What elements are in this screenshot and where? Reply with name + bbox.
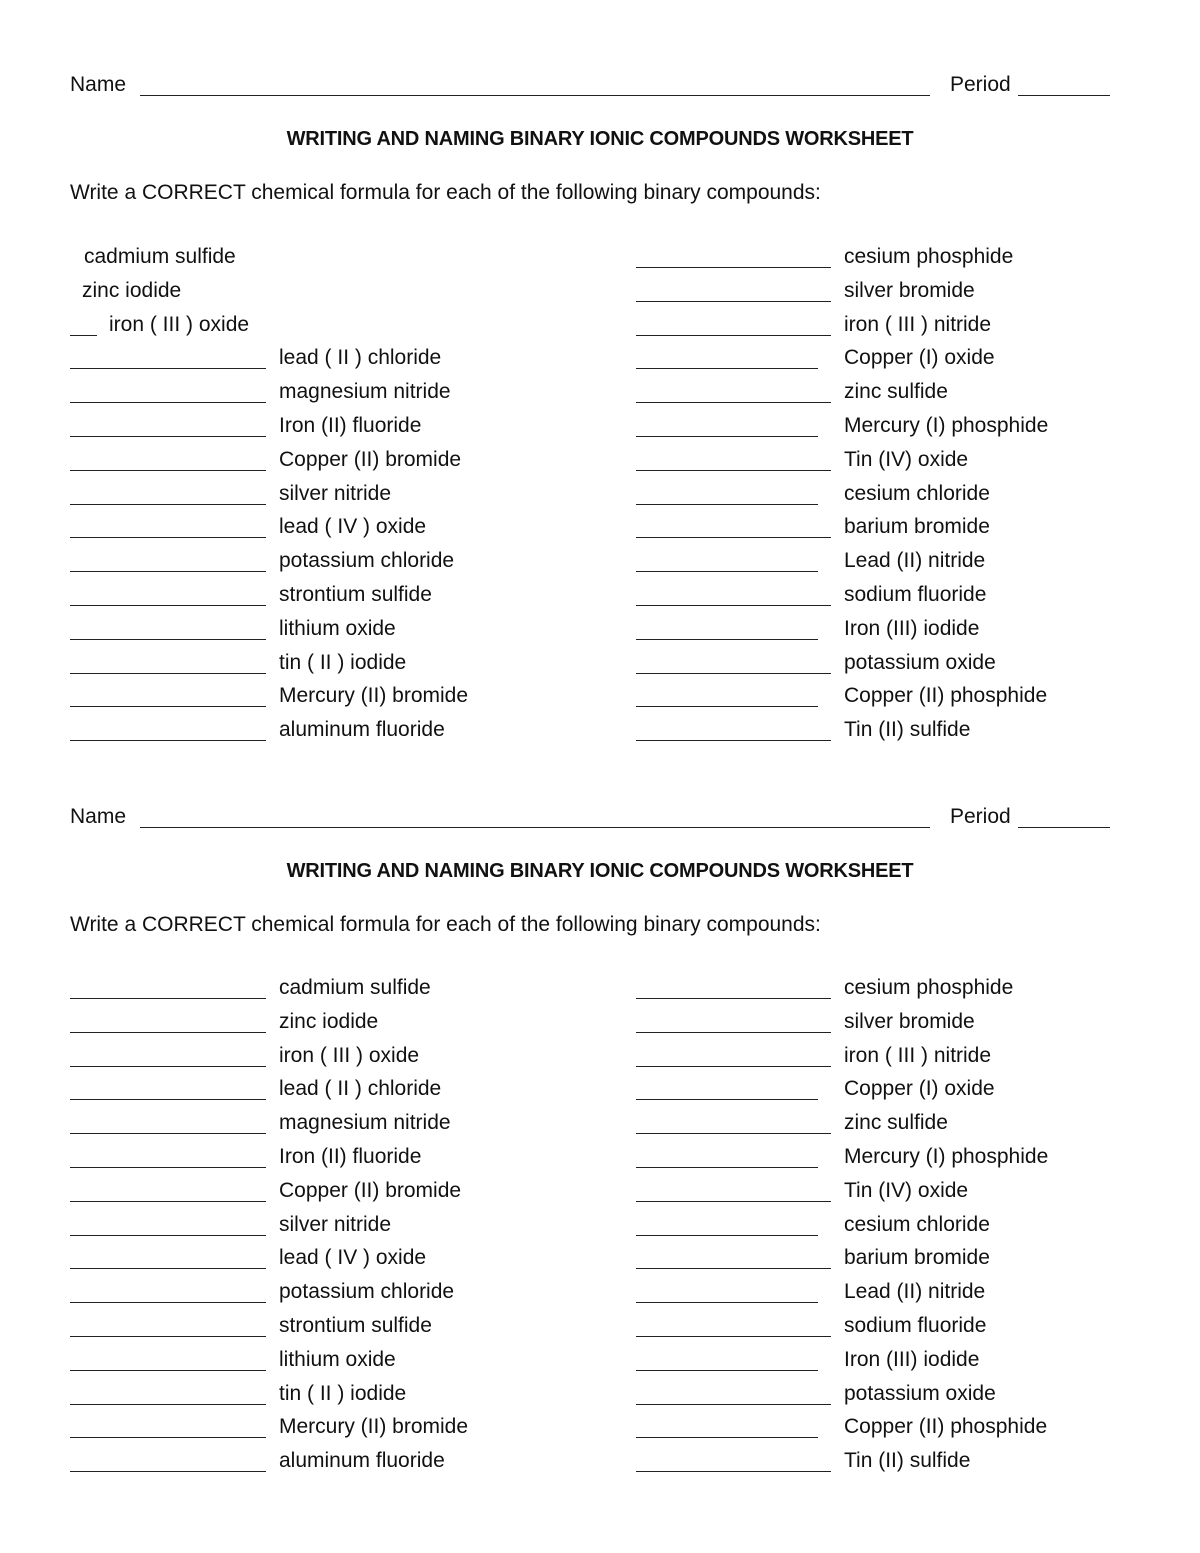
compound-name: Mercury (I) phosphide — [844, 414, 1049, 437]
compound-name: zinc iodide — [279, 1009, 379, 1033]
name-period-header-2 — [70, 805, 1110, 835]
compound-row — [0, 414, 1200, 448]
compound-name: iron ( III ) oxide — [109, 312, 250, 336]
answer-blank[interactable] — [636, 1471, 831, 1472]
compound-name: cadmium sulfide — [279, 976, 431, 999]
name-period-header-1 — [70, 73, 1110, 103]
answer-blank[interactable] — [636, 605, 831, 606]
compound-row — [0, 684, 1200, 718]
period-label: Period — [950, 73, 1011, 96]
compound-row — [0, 482, 1200, 516]
compound-name: silver bromide — [844, 278, 975, 302]
compound-name: iron ( III ) nitride — [844, 1043, 992, 1067]
compound-row — [0, 976, 1200, 1010]
compound-name: lead ( IV ) oxide — [279, 515, 427, 539]
compound-row — [0, 380, 1200, 414]
compound-name: Iron (II) fluoride — [279, 414, 422, 437]
answer-blank[interactable] — [636, 335, 831, 336]
period-blank[interactable] — [1018, 827, 1110, 828]
compound-name: Tin (IV) oxide — [844, 1178, 969, 1202]
answer-blank[interactable] — [70, 998, 266, 999]
answer-blank[interactable] — [70, 368, 266, 369]
compound-name: lead ( II ) chloride — [279, 346, 442, 370]
answer-blank[interactable] — [70, 1099, 266, 1100]
compound-row — [0, 1111, 1200, 1145]
answer-blank[interactable] — [70, 335, 97, 336]
answer-blank[interactable] — [636, 740, 831, 741]
answer-blank[interactable] — [636, 1167, 818, 1168]
compound-row — [0, 448, 1200, 482]
compound-name: Copper (II) phosphide — [844, 1415, 1048, 1439]
answer-blank[interactable] — [636, 1437, 818, 1438]
answer-blank[interactable] — [70, 1268, 266, 1269]
compound-row — [0, 245, 1200, 279]
answer-blank[interactable] — [70, 436, 266, 437]
compound-row — [0, 346, 1200, 380]
compound-row — [0, 1179, 1200, 1213]
answer-blank[interactable] — [70, 1437, 266, 1438]
compound-name: Tin (II) sulfide — [844, 1449, 971, 1473]
compound-row — [0, 1145, 1200, 1179]
answer-blank[interactable] — [636, 470, 831, 471]
answer-blank[interactable] — [70, 673, 266, 674]
compound-name: iron ( III ) nitride — [844, 312, 992, 336]
answer-blank[interactable] — [636, 571, 818, 572]
compound-name: lead ( II ) chloride — [279, 1077, 442, 1101]
answer-blank[interactable] — [636, 998, 831, 999]
compound-name: iron ( III ) oxide — [279, 1043, 420, 1067]
answer-blank[interactable] — [636, 301, 831, 302]
compound-name: Tin (IV) oxide — [844, 447, 969, 471]
compound-name: tin ( II ) iodide — [279, 650, 407, 674]
answer-blank[interactable] — [70, 571, 266, 572]
answer-blank[interactable] — [70, 1370, 266, 1371]
compound-name: potassium chloride — [279, 1280, 455, 1304]
compound-row — [0, 1077, 1200, 1111]
answer-blank[interactable] — [70, 1032, 266, 1033]
compound-name: barium bromide — [844, 1246, 990, 1270]
compound-name: magnesium nitride — [279, 1111, 451, 1135]
answer-blank[interactable] — [70, 1471, 266, 1472]
compound-name: tin ( II ) iodide — [279, 1381, 407, 1405]
compound-name: cesium chloride — [844, 481, 990, 505]
answer-blank[interactable] — [636, 1235, 818, 1236]
compound-name: lithium oxide — [279, 1347, 396, 1371]
compound-name: Iron (III) iodide — [844, 616, 980, 640]
answer-blank[interactable] — [636, 1404, 831, 1405]
compound-row — [0, 1044, 1200, 1078]
answer-blank[interactable] — [636, 639, 818, 640]
instructions: Write a CORRECT chemical formula for each of the following binary compounds: — [70, 181, 821, 204]
answer-blank[interactable] — [70, 402, 266, 403]
answer-blank[interactable] — [70, 1201, 266, 1202]
compound-name: Copper (I) oxide — [844, 1077, 995, 1101]
name-label: Name — [70, 805, 127, 828]
compound-name: zinc sulfide — [844, 1111, 948, 1135]
answer-blank[interactable] — [70, 537, 266, 538]
compound-name: sodium fluoride — [844, 583, 987, 606]
answer-blank[interactable] — [636, 1032, 831, 1033]
answer-blank[interactable] — [70, 504, 266, 505]
compound-name: Lead (II) nitride — [844, 549, 986, 573]
answer-blank[interactable] — [70, 1404, 266, 1405]
answer-blank[interactable] — [70, 1066, 266, 1067]
answer-blank[interactable] — [70, 1167, 266, 1168]
answer-blank[interactable] — [636, 504, 818, 505]
compound-name: lead ( IV ) oxide — [279, 1246, 427, 1270]
compound-row — [0, 1415, 1200, 1449]
compound-row — [0, 279, 1200, 313]
compound-row — [0, 617, 1200, 651]
compound-name: silver bromide — [844, 1009, 975, 1033]
compound-row — [0, 1010, 1200, 1044]
answer-blank[interactable] — [636, 1066, 831, 1067]
compound-name: Mercury (I) phosphide — [844, 1145, 1049, 1168]
compound-name: silver nitride — [279, 481, 392, 505]
answer-blank[interactable] — [636, 1268, 831, 1269]
answer-blank[interactable] — [636, 267, 831, 268]
compound-row — [0, 718, 1200, 752]
answer-blank[interactable] — [636, 1201, 831, 1202]
answer-blank[interactable] — [636, 1099, 818, 1100]
answer-blank[interactable] — [70, 1133, 266, 1134]
period-blank[interactable] — [1018, 95, 1110, 96]
answer-blank[interactable] — [70, 706, 266, 707]
compound-row — [0, 1246, 1200, 1280]
answer-blank[interactable] — [70, 639, 266, 640]
answer-blank[interactable] — [70, 1336, 266, 1337]
answer-blank[interactable] — [636, 1133, 831, 1134]
answer-blank[interactable] — [636, 368, 818, 369]
compound-name: barium bromide — [844, 515, 990, 539]
period-label: Period — [950, 805, 1011, 828]
compound-name: cesium chloride — [844, 1212, 990, 1236]
compound-name: zinc iodide — [82, 278, 182, 302]
compound-name: Copper (II) bromide — [279, 447, 462, 471]
compound-row — [0, 1213, 1200, 1247]
compound-row — [0, 313, 1200, 347]
answer-blank[interactable] — [636, 402, 831, 403]
compound-row — [0, 515, 1200, 549]
compound-name: Copper (II) bromide — [279, 1178, 462, 1202]
compound-name: Mercury (II) bromide — [279, 684, 469, 708]
compound-name: zinc sulfide — [844, 380, 948, 404]
answer-blank[interactable] — [636, 436, 818, 437]
compound-name: Copper (I) oxide — [844, 346, 995, 370]
compound-name: Iron (II) fluoride — [279, 1145, 422, 1168]
compound-name: strontium sulfide — [279, 1314, 432, 1337]
compound-name: Iron (III) iodide — [844, 1347, 980, 1371]
compound-name: lithium oxide — [279, 616, 396, 640]
compound-name: silver nitride — [279, 1212, 392, 1236]
answer-blank[interactable] — [70, 470, 266, 471]
answer-blank[interactable] — [70, 1302, 266, 1303]
compound-name: strontium sulfide — [279, 583, 432, 606]
instructions: Write a CORRECT chemical formula for each of the following binary compounds: — [70, 913, 821, 936]
compound-name: Tin (II) sulfide — [844, 718, 971, 742]
name-blank[interactable] — [140, 95, 930, 96]
answer-blank[interactable] — [636, 1336, 831, 1337]
answer-blank[interactable] — [636, 706, 818, 707]
answer-blank[interactable] — [70, 740, 266, 741]
answer-blank[interactable] — [636, 1370, 818, 1371]
worksheet-title: WRITING AND NAMING BINARY IONIC COMPOUNDS WORKSHEET — [286, 128, 914, 150]
compound-name: Lead (II) nitride — [844, 1280, 986, 1304]
compound-name: magnesium nitride — [279, 380, 451, 404]
compound-row — [0, 651, 1200, 685]
answer-blank[interactable] — [636, 1302, 818, 1303]
compound-name: aluminum fluoride — [279, 718, 445, 742]
compound-row — [0, 549, 1200, 583]
compound-name: cesium phosphide — [844, 976, 1014, 999]
worksheet-title: WRITING AND NAMING BINARY IONIC COMPOUNDS WORKSHEET — [286, 860, 914, 882]
compound-name: cesium phosphide — [844, 245, 1014, 268]
compound-row — [0, 1449, 1200, 1483]
compound-row — [0, 1348, 1200, 1382]
compound-name: potassium chloride — [279, 549, 455, 573]
answer-blank[interactable] — [70, 1235, 266, 1236]
name-label: Name — [70, 73, 127, 96]
answer-blank[interactable] — [70, 605, 266, 606]
compound-name: aluminum fluoride — [279, 1449, 445, 1473]
compound-row — [0, 583, 1200, 617]
compound-row — [0, 1382, 1200, 1416]
compound-name: Mercury (II) bromide — [279, 1415, 469, 1439]
answer-blank[interactable] — [636, 673, 831, 674]
answer-blank[interactable] — [636, 537, 831, 538]
compound-name: Copper (II) phosphide — [844, 684, 1048, 708]
name-blank[interactable] — [140, 827, 930, 828]
compound-name: potassium oxide — [844, 650, 996, 674]
compound-name: cadmium sulfide — [84, 245, 236, 268]
compound-row — [0, 1314, 1200, 1348]
compound-row — [0, 1280, 1200, 1314]
compound-name: potassium oxide — [844, 1381, 996, 1405]
compound-name: sodium fluoride — [844, 1314, 987, 1337]
